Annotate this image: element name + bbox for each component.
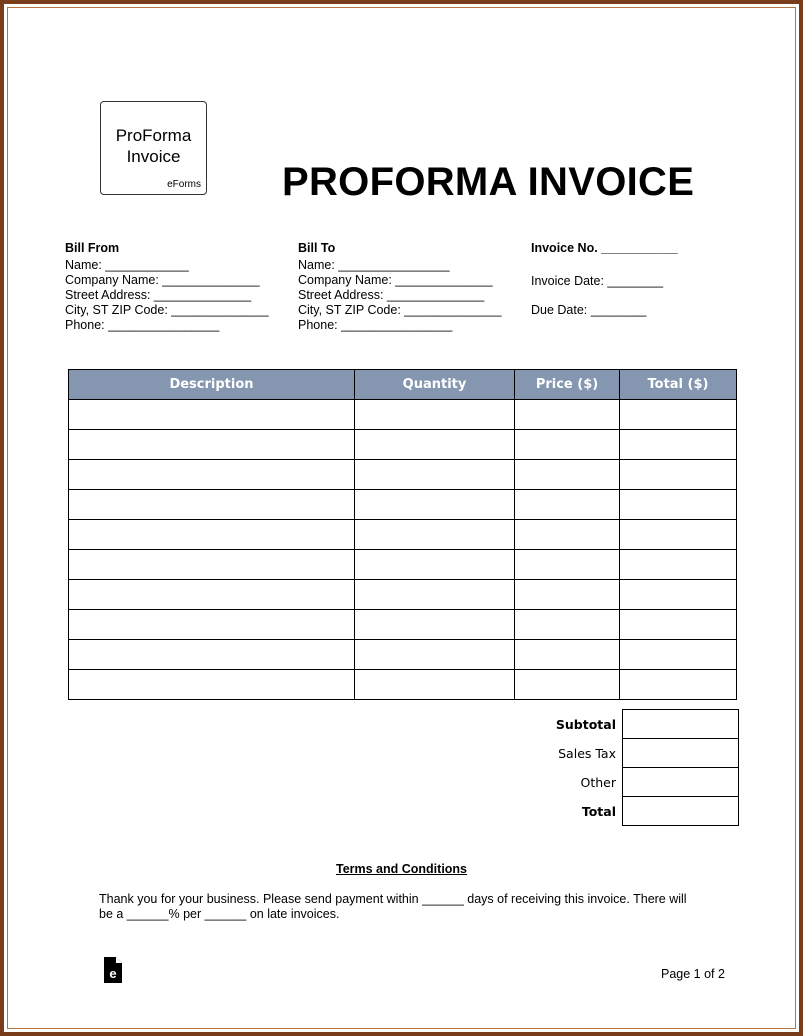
invoice-date-field[interactable]: Invoice Date: ________	[531, 274, 664, 288]
quantity-cell[interactable]	[355, 400, 515, 430]
bill-from-phone[interactable]: Phone: ________________	[65, 318, 220, 332]
price-cell[interactable]	[515, 670, 620, 700]
description-cell[interactable]	[69, 520, 355, 550]
description-cell[interactable]	[69, 490, 355, 520]
table-row	[69, 670, 737, 700]
table-row	[69, 580, 737, 610]
bill-from-section	[65, 241, 269, 333]
logo	[100, 101, 207, 195]
price-cell[interactable]	[515, 580, 620, 610]
price-cell[interactable]	[515, 400, 620, 430]
invoice-number-field[interactable]: Invoice No. ___________	[531, 241, 678, 255]
subtotal-label: Subtotal	[555, 716, 616, 732]
col-header-quantity: Quantity	[355, 370, 515, 400]
price-cell[interactable]	[515, 460, 620, 490]
description-cell[interactable]	[69, 460, 355, 490]
table-row	[69, 640, 737, 670]
table-row	[69, 550, 737, 580]
description-cell[interactable]	[69, 610, 355, 640]
price-cell[interactable]	[515, 430, 620, 460]
price-cell[interactable]	[515, 640, 620, 670]
other-label: Other	[580, 774, 616, 790]
total-cell[interactable]	[620, 580, 737, 610]
quantity-cell[interactable]	[355, 460, 515, 490]
bill-to-company[interactable]: Company Name: ______________	[298, 273, 493, 287]
description-cell[interactable]	[69, 400, 355, 430]
table-row	[69, 490, 737, 520]
total-cell[interactable]	[620, 670, 737, 700]
price-cell[interactable]	[515, 520, 620, 550]
sales-tax-cell[interactable]	[623, 739, 739, 768]
quantity-cell[interactable]	[355, 580, 515, 610]
terms-title: Terms and Conditions	[335, 862, 468, 876]
subtotal-cell[interactable]	[623, 710, 739, 739]
description-cell[interactable]	[69, 670, 355, 700]
sales-tax-label: Sales Tax	[558, 745, 616, 761]
quantity-cell[interactable]	[355, 490, 515, 520]
bill-to-header: Bill To	[298, 241, 336, 255]
price-cell[interactable]	[515, 490, 620, 520]
logo-line-1: ProForma	[115, 126, 192, 145]
description-cell[interactable]	[69, 580, 355, 610]
quantity-cell[interactable]	[355, 640, 515, 670]
total-cell[interactable]	[620, 490, 737, 520]
table-row	[69, 400, 737, 430]
quantity-cell[interactable]	[355, 670, 515, 700]
total-label: Total	[581, 803, 616, 819]
page-number: Page 1 of 2	[661, 967, 725, 981]
items-table	[68, 369, 737, 700]
total-cell[interactable]	[620, 640, 737, 670]
total-cell[interactable]	[620, 610, 737, 640]
col-header-price: Price ($)	[515, 370, 620, 400]
quantity-cell[interactable]	[355, 520, 515, 550]
totals-table	[540, 709, 739, 826]
bill-from-company[interactable]: Company Name: ______________	[65, 273, 260, 287]
quantity-cell[interactable]	[355, 430, 515, 460]
bill-to-city[interactable]: City, ST ZIP Code: ______________	[298, 303, 502, 317]
total-cell[interactable]	[620, 460, 737, 490]
bill-from-name[interactable]: Name: ____________	[65, 258, 189, 272]
table-row	[69, 520, 737, 550]
bill-from-header: Bill From	[65, 241, 120, 255]
svg-text:e: e	[109, 966, 117, 981]
quantity-cell[interactable]	[355, 550, 515, 580]
bill-to-name[interactable]: Name: ________________	[298, 258, 450, 272]
terms-text: Thank you for your business. Please send payment within ______ days of receiving this invoice. There will be a ______% per ______ on late invoices.	[99, 892, 687, 921]
table-header-row	[69, 370, 737, 400]
logo-line-2: Invoice	[126, 147, 181, 166]
bill-to-street[interactable]: Street Address: ______________	[298, 288, 485, 302]
col-header-total: Total ($)	[620, 370, 737, 400]
total-cell[interactable]	[620, 520, 737, 550]
description-cell[interactable]	[69, 640, 355, 670]
eforms-file-icon	[104, 957, 122, 983]
page-title: PROFORMA INVOICE	[282, 160, 695, 204]
total-cell[interactable]	[620, 400, 737, 430]
table-row	[69, 430, 737, 460]
table-body	[69, 400, 737, 700]
bill-to-section	[298, 241, 502, 333]
table-row	[69, 460, 737, 490]
logo-brand: eForms	[167, 179, 201, 190]
description-cell[interactable]	[69, 550, 355, 580]
bill-from-city[interactable]: City, ST ZIP Code: ______________	[65, 303, 269, 317]
due-date-field[interactable]: Due Date: ________	[531, 303, 647, 317]
price-cell[interactable]	[515, 610, 620, 640]
total-cell[interactable]	[623, 797, 739, 826]
total-cell[interactable]	[620, 550, 737, 580]
price-cell[interactable]	[515, 550, 620, 580]
table-row	[69, 610, 737, 640]
col-header-description: Description	[69, 370, 355, 400]
other-cell[interactable]	[623, 768, 739, 797]
description-cell[interactable]	[69, 430, 355, 460]
quantity-cell[interactable]	[355, 610, 515, 640]
total-cell[interactable]	[620, 430, 737, 460]
bill-to-phone[interactable]: Phone: ________________	[298, 318, 453, 332]
bill-from-street[interactable]: Street Address: ______________	[65, 288, 252, 302]
